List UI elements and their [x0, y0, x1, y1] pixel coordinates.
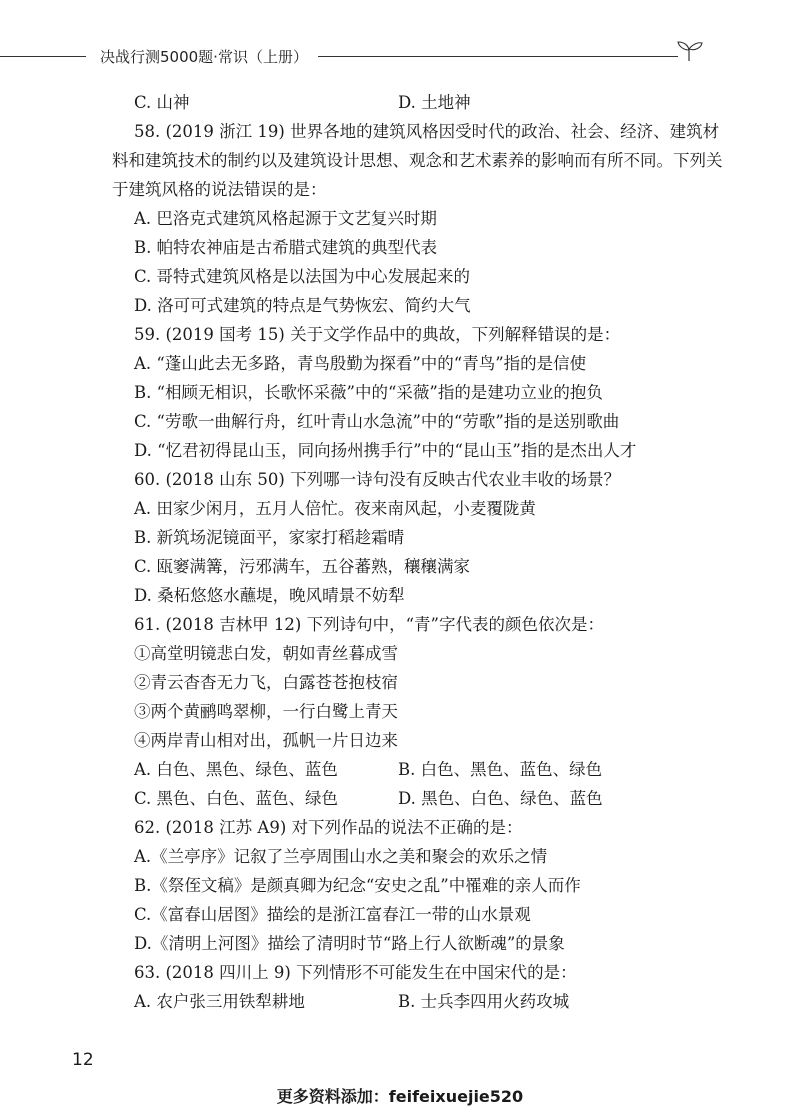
q61-item-1: ①高堂明镜悲白发，朝如青丝暮成雪: [134, 644, 398, 663]
q61-item-4: ④两岸青山相对出，孤帆一片日边来: [134, 731, 398, 750]
q63-stem: 63. (2018 四川上 9) 下列情形不可能发生在中国宋代的是：: [134, 963, 577, 982]
q61-option-a: A. 白色、黑色、绿色、蓝色: [134, 760, 338, 779]
q61-option-c: C. 黑色、白色、蓝色、绿色: [134, 789, 339, 808]
q58-option-b: B. 帕特农神庙是古希腊式建筑的典型代表: [134, 238, 438, 257]
q60-stem: 60. (2018 山东 50) 下列哪一诗句没有反映古代农业丰收的场景？: [134, 470, 621, 489]
q57-option-c: C. 山神: [134, 93, 190, 112]
q58-option-a: A. 巴洛克式建筑风格起源于文艺复兴时期: [134, 209, 437, 228]
q60-option-b: B. 新筑场泥镜面平，家家打稻趁霜晴: [134, 528, 405, 547]
q63-option-b: B. 士兵李四用火药攻城: [398, 992, 570, 1011]
q58-option-d: D. 洛可可式建筑的特点是气势恢宏、简约大气: [134, 296, 471, 315]
q62-option-b: B.《祭侄文稿》是颜真卿为纪念“安史之乱”中罹难的亲人而作: [134, 876, 581, 895]
q60-option-c: C. 瓯窭满篝，污邪满车，五谷蕃熟，穰穰满家: [134, 557, 471, 576]
header-rule-left: [0, 56, 86, 57]
sprout-icon: [672, 40, 706, 62]
header-title: 决战行测5000题·常识（上册）: [100, 48, 308, 66]
q57-option-d: D. 土地神: [398, 93, 471, 112]
q61-stem: 61. (2018 吉林甲 12) 下列诗句中，“青”字代表的颜色依次是：: [134, 615, 604, 634]
q62-option-a: A.《兰亭序》记叙了兰亭周围山水之美和聚会的欢乐之情: [134, 847, 548, 866]
footer-contact: 更多资料添加：feifeixuejie520: [276, 1087, 524, 1106]
q61-item-3: ③两个黄鹂鸣翠柳，一行白鹭上青天: [134, 702, 398, 721]
q58-stem-line-2: 料和建筑技术的制约以及建筑设计思想、观念和艺术素养的影响而有所不同。下列关: [112, 151, 723, 170]
q61-option-d: D. 黑色、白色、绿色、蓝色: [398, 789, 603, 808]
header-rule-right: [318, 56, 678, 57]
q62-option-d: D.《清明上河图》描绘了清明时节“路上行人欲断魂”的景象: [134, 934, 565, 953]
q59-option-b: B. “相顾无相识，长歌怀采薇”中的“采薇”指的是建功立业的抱负: [134, 383, 603, 402]
q58-stem-line-3: 于建筑风格的说法错误的是：: [112, 180, 327, 199]
q58-option-c: C. 哥特式建筑风格是以法国为中心发展起来的: [134, 267, 471, 286]
q62-stem: 62. (2018 江苏 A9) 对下列作品的说法不正确的是：: [134, 818, 523, 837]
q59-stem: 59. (2019 国考 15) 关于文学作品中的典故，下列解释错误的是：: [134, 325, 621, 344]
q58-stem-line-1: 58. (2019 浙江 19) 世界各地的建筑风格因受时代的政治、社会、经济、建筑材: [134, 122, 720, 141]
page-number: 12: [72, 1050, 94, 1070]
q61-option-b: B. 白色、黑色、蓝色、绿色: [398, 760, 603, 779]
q62-option-c: C.《富春山居图》描绘的是浙江富春江一带的山水景观: [134, 905, 531, 924]
q59-option-d: D. “忆君初得昆山玉，同向扬州携手行”中的“昆山玉”指的是杰出人才: [134, 441, 637, 460]
q60-option-a: A. 田家少闲月，五月人倍忙。夜来南风起，小麦覆陇黄: [134, 499, 536, 518]
q63-option-a: A. 农户张三用铁犁耕地: [134, 992, 305, 1011]
q60-option-d: D. 桑柘悠悠水蘸堤，晚风晴景不妨犁: [134, 586, 405, 605]
running-header: [0, 40, 800, 70]
q61-item-2: ②青云杳杳无力飞，白露苍苍抱枝宿: [134, 673, 398, 692]
q59-option-a: A. “蓬山此去无多路，青鸟殷勤为探看”中的“青鸟”指的是信使: [134, 354, 587, 373]
q59-option-c: C. “劳歌一曲解行舟，红叶青山水急流”中的“劳歌”指的是送别歌曲: [134, 412, 620, 431]
